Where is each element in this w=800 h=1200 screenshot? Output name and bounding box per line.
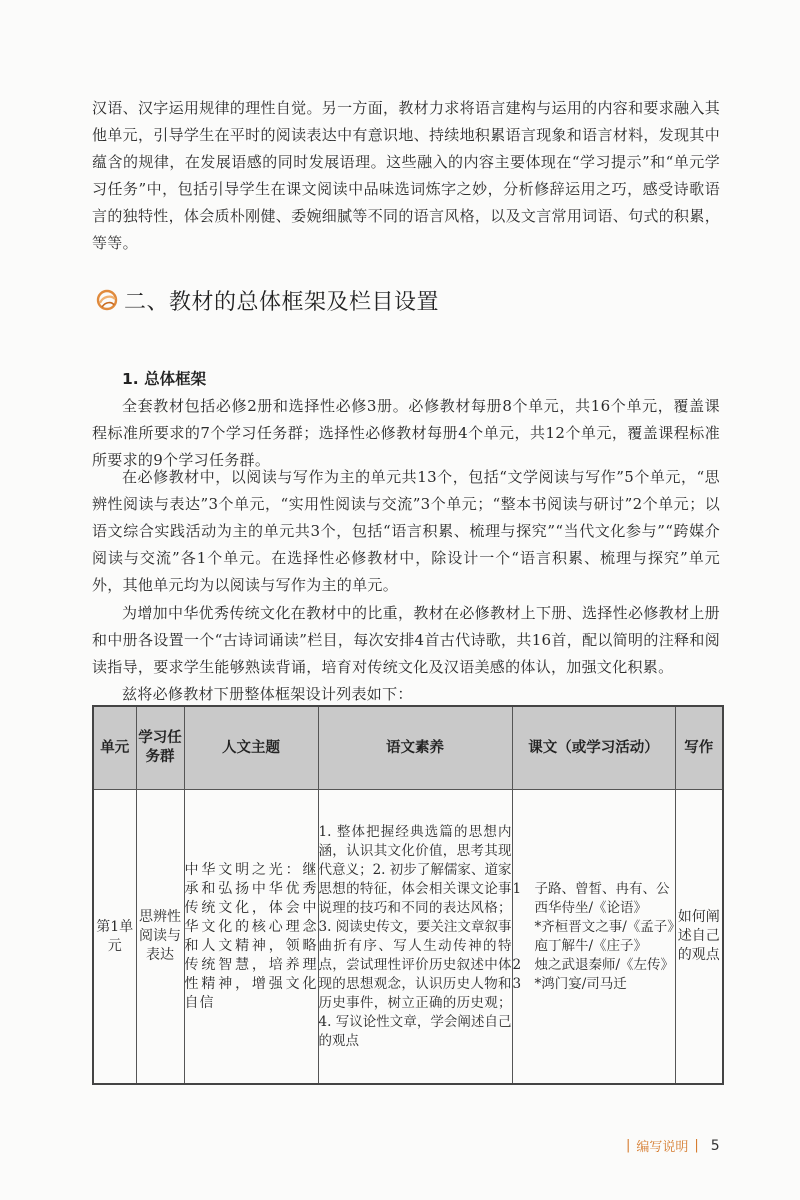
header-unit: 单元 [93, 706, 136, 790]
intro-paragraph: 汉语、汉字运用规律的理性自觉。另一方面，教材力求将语言建构与运用的内容和要求融入其他单元，引导学生在平时的阅读表达中有意识地、持续地积累语言现象和语言材料，发现其中蕴含的规律，在发展语感的同时发展语理。这些融入的内容主要体现在“学习提示”和“单元学习任务”中，包括引导学生在课文阅读中品味选词炼字之妙，分析修辞运用之巧，感受诗歌语言的独特性，体会质朴刚健、委婉细腻等不同的语言风格，以及文言常用词语、句式的积累，等等。 [92, 99, 720, 252]
compulsory-paragraph: 在必修教材中，以阅读与写作为主的单元共13个，包括“文学阅读与写作”5个单元，“思辨性阅读与表达”3个单元，“实用性阅读与交流”3个单元；“整本书阅读与研讨”2个单元；以语文综合实践活动为主的单元共3个，包括“语言积累、梳理与探究”“当代文化参与”“跨媒介阅读与交流”各1个单元。在选择性必修教材中，除设计一个“语言积累、梳理与探究”单元外，其他单元均为以阅读与写作为主的单元。 [92, 468, 720, 594]
section-heading [94, 282, 439, 318]
header-theme: 人文主题 [184, 706, 318, 790]
lesson-item: 3 *鸿门宴/司马迁 [512, 975, 627, 992]
footer-divider: | [694, 1138, 699, 1153]
page-footer [620, 1136, 720, 1155]
page-number: 5 [710, 1137, 720, 1154]
footer-section-label: 编写说明 [636, 1140, 689, 1155]
cell-unit: 第1单元 [93, 790, 136, 1085]
table-header-row [93, 706, 723, 790]
footer-divider: | [626, 1138, 631, 1153]
table-intro-paragraph: 兹将必修教材下册整体框架设计列表如下： [122, 685, 413, 703]
header-lessons: 课文（或学习活动） [512, 706, 675, 790]
subsection-title: 1. 总体框架 [122, 370, 207, 388]
cell-theme: 中华文明之光：继承和弘扬中华优秀传统文化，体会中华文化的核心理念和人文精神，领略传统智慧，培养理性精神，增强文化自信 [184, 790, 318, 1085]
header-writing: 写作 [675, 706, 723, 790]
lesson-item: 1 子路、曾皙、冉有、公西华侍坐/《论语》 [512, 880, 670, 916]
section-swirl-icon [94, 287, 120, 313]
cell-literacy: 1. 整体把握经典选篇的思想内涵，认识其文化价值，思考其现代意义；2. 初步了解儒家、道家思想的特征，体会相关课文论事说理的技巧和不同的表达风格；3. 阅读史传文，要关注文章叙事曲折有序、写人生动传神的特点，尝试理性评价历史叙述中体现的思想观念，认识历史人物和历史事件，树立正确的历史观；4. 写议论性文章，学会阐述自己的观点 [318, 790, 512, 1085]
framework-table [92, 705, 724, 1085]
lesson-item: 庖丁解牛/《庄子》 [534, 937, 648, 954]
table-row [93, 790, 723, 1085]
header-task-group: 学习任务群 [136, 706, 184, 790]
section-title: 二、教材的总体框架及栏目设置 [124, 289, 440, 315]
classic-poetry-paragraph: 为增加中华优秀传统文化在教材中的比重，教材在必修教材上下册、选择性必修教材上册和中册各设置一个“古诗词诵读”栏目，每次安排4首古代诗歌，共16首，配以简明的注释和阅读指导，要求学生能够熟读背诵，培育对传统文化及汉语美感的体认，加强文化积累。 [92, 604, 720, 676]
header-literacy: 语文素养 [318, 706, 512, 790]
overview-paragraph: 全套教材包括必修2册和选择性必修3册。必修教材每册8个单元，共16个单元，覆盖课程标准所要求的7个学习任务群；选择性必修教材每册4个单元，共12个单元，覆盖课程标准所要求的9个学习任务群。 [92, 397, 720, 469]
cell-task-group: 思辨性阅读与表达 [136, 790, 184, 1085]
lesson-item: 2 烛之武退秦师/《左传》 [512, 956, 675, 973]
lesson-item: *齐桓晋文之事/《孟子》 [534, 918, 681, 935]
cell-lessons [512, 790, 681, 1085]
cell-writing: 如何阐述自己的观点 [675, 790, 723, 1085]
